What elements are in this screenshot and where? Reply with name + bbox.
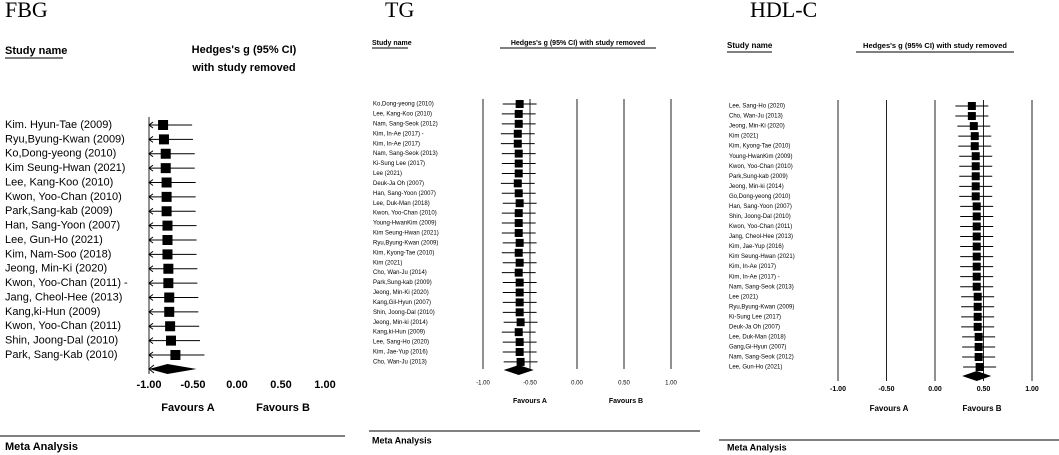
effect-size-marker xyxy=(515,110,523,118)
study-row xyxy=(729,283,993,291)
study-label: Ki-Sung Lee (2017) xyxy=(729,314,782,321)
effect-size-marker xyxy=(161,163,171,173)
effect-size-marker xyxy=(515,189,523,197)
study-row xyxy=(729,192,992,200)
favours-a-label: Favours A xyxy=(161,401,215,414)
hdl-c-panel xyxy=(719,0,1059,452)
study-row xyxy=(373,279,537,287)
study-label: Jeong, Min-Ki (2020) xyxy=(373,290,429,297)
study-row xyxy=(5,234,197,246)
effect-size-marker xyxy=(974,323,982,331)
effect-size-marker xyxy=(974,293,982,301)
effect-size-marker xyxy=(968,112,976,120)
study-label: Kim (2021) xyxy=(373,260,403,267)
study-row xyxy=(729,142,991,150)
panel-title: HDL-C xyxy=(750,0,818,23)
study-label: Kwon, Yoo-Chan (2010) xyxy=(729,163,793,170)
study-label: Kim, In-Ae (2017) xyxy=(373,141,421,148)
x-tick-label: 1.00 xyxy=(665,380,677,387)
study-label: Shin, Joong-Dal (2010) xyxy=(5,334,119,347)
study-row xyxy=(729,172,992,180)
study-label: Kim, Kyong-Tae (2010) xyxy=(373,250,435,257)
favours-b-label: Favours B xyxy=(962,404,1002,414)
effect-size-marker xyxy=(515,249,523,257)
effect-size-marker xyxy=(515,150,523,158)
meta-analysis-label: Meta Analysis xyxy=(5,440,78,453)
study-label: Nam, Sang-Seok (2013) xyxy=(729,284,794,291)
study-label: Kang,ki-Hun (2009) xyxy=(373,329,426,336)
study-label: Ki-Sung Lee (2017) xyxy=(373,161,426,168)
panel-title: TG xyxy=(385,0,415,23)
study-label: Han, Sang-Yoon (2007) xyxy=(373,190,436,197)
study-label: Nam, Sang-Seok (2013) xyxy=(373,151,438,158)
effect-size-marker xyxy=(514,140,522,148)
study-name-header: Study name xyxy=(372,39,412,47)
effect-size-marker xyxy=(975,343,983,351)
study-row xyxy=(5,205,196,217)
study-row xyxy=(373,298,537,306)
effect-size-marker xyxy=(973,212,981,220)
effect-size-marker xyxy=(515,160,523,168)
study-label: Kim, Jae-Yup (2016) xyxy=(373,349,428,356)
study-label: Kim, Jae-Yup (2016) xyxy=(729,244,784,251)
study-row xyxy=(373,120,536,128)
effect-size-marker xyxy=(968,102,976,110)
effect-size-marker xyxy=(970,122,978,130)
fbg-panel xyxy=(0,0,345,453)
study-row xyxy=(729,182,992,190)
study-row xyxy=(5,335,200,347)
effect-size-marker xyxy=(515,209,523,217)
study-row xyxy=(5,320,199,332)
study-label: Kim, In-Ae (2017) xyxy=(729,264,777,271)
effect-size-marker xyxy=(973,263,981,271)
study-label: Shin, Joong-Dal (2010) xyxy=(729,214,791,221)
effect-size-marker xyxy=(972,182,980,190)
study-label: Kwon, Yoo-Chan (2011) xyxy=(729,224,793,231)
effect-size-marker xyxy=(162,206,172,216)
study-row xyxy=(373,288,537,296)
effect-size-marker xyxy=(165,321,175,331)
effect-size-marker xyxy=(515,229,523,237)
x-tick-label: 0.50 xyxy=(270,378,292,391)
x-tick-label: 1.00 xyxy=(1025,385,1039,393)
study-label: Ryu,Byung-Kwan (2009) xyxy=(729,304,795,311)
effect-size-marker xyxy=(162,192,172,202)
study-label: Lee (2021) xyxy=(729,294,759,301)
study-label: Lee, Duk-Man (2018) xyxy=(373,200,430,207)
study-row xyxy=(373,160,536,168)
study-label: Kwon, Yoo-Chan (2010) xyxy=(373,210,437,217)
study-row xyxy=(373,140,535,148)
study-label: Cho, Wan-Ju (2013) xyxy=(729,113,783,120)
study-row xyxy=(729,313,994,321)
study-row xyxy=(5,277,197,289)
tg-panel xyxy=(369,0,700,445)
study-label: Jeong, Min-Ki (2020) xyxy=(729,123,785,130)
study-label: Cho, Wan-Ju (2014) xyxy=(373,270,427,277)
study-row xyxy=(373,239,537,247)
effect-size-marker xyxy=(164,307,174,317)
study-label: Park,Sung-kab (2009) xyxy=(729,173,788,180)
effect-size-marker xyxy=(973,202,981,210)
effect-size-marker xyxy=(163,278,173,288)
study-label: Jeong, Min-Ki (2020) xyxy=(5,262,108,275)
study-row xyxy=(729,102,988,110)
study-row xyxy=(373,358,538,366)
study-row xyxy=(729,132,991,140)
effect-size-marker xyxy=(517,358,525,366)
x-tick-label: -1.00 xyxy=(476,380,490,387)
effect-size-marker xyxy=(974,313,982,321)
x-tick-label: -0.50 xyxy=(878,385,895,393)
study-label: Park,Sang-kab (2009) xyxy=(5,205,113,218)
study-label: Han, Sang-Yoon (2007) xyxy=(5,219,121,232)
study-label: Kim (2021) xyxy=(729,133,759,140)
effect-size-marker xyxy=(162,178,172,188)
effect-size-header: Hedges's g (95% CI) xyxy=(191,43,297,56)
x-tick-label: 0.00 xyxy=(571,380,583,387)
study-label: Lee, Gun-Ho (2021) xyxy=(729,364,783,371)
study-row xyxy=(729,363,996,371)
effect-size-marker xyxy=(517,318,525,326)
study-label: Ko,Dong-yeong (2010) xyxy=(373,101,434,108)
study-label: Nam, Sang-Seok (2012) xyxy=(373,121,438,128)
effect-size-marker xyxy=(162,249,172,259)
effect-size-marker xyxy=(516,259,524,267)
study-label: Gang,Gi-Hyun (2007) xyxy=(729,344,787,351)
study-label: Shin, Joong-Dal (2010) xyxy=(373,309,435,316)
study-row xyxy=(5,291,198,303)
study-label: Young-HwanKim (2009) xyxy=(729,153,793,160)
study-row xyxy=(373,259,537,267)
study-label: Lee, Kang-Koo (2010) xyxy=(373,111,433,118)
effect-size-marker xyxy=(975,333,983,341)
study-row xyxy=(373,199,537,207)
study-label: Go,Dong-yeong (2010) xyxy=(729,193,791,200)
study-row xyxy=(373,169,536,177)
study-row xyxy=(373,318,538,326)
effect-size-marker xyxy=(163,264,173,274)
effect-size-marker xyxy=(976,363,984,371)
study-row xyxy=(729,253,993,261)
effect-size-marker xyxy=(973,253,981,261)
study-label: Kwon, Yoo-Chan (2011) xyxy=(5,320,121,333)
effect-size-marker xyxy=(973,243,981,251)
study-label: Deuk-Ja Oh (2007) xyxy=(729,324,781,331)
study-row xyxy=(729,273,993,281)
effect-size-marker xyxy=(516,348,524,356)
effect-size-marker xyxy=(516,100,524,108)
panel-title: FBG xyxy=(5,0,48,23)
effect-size-marker xyxy=(515,219,523,227)
study-row xyxy=(5,191,196,203)
study-label: Lee, Kang-Koo (2010) xyxy=(5,176,114,189)
effect-size-marker xyxy=(516,239,524,247)
study-label: Jang, Cheol-Hee (2013) xyxy=(729,234,794,241)
study-label: Kwon, Yoo-Chan (2010) xyxy=(5,190,122,203)
study-row xyxy=(5,176,196,188)
effect-size-marker xyxy=(973,273,981,281)
favours-b-label: Favours B xyxy=(608,397,644,405)
effect-size-marker xyxy=(162,235,172,245)
favours-a-label: Favours A xyxy=(513,397,547,405)
study-row xyxy=(373,100,537,108)
study-label: Lee, Duk-Man (2018) xyxy=(729,334,786,341)
effect-size-marker xyxy=(516,288,524,296)
effect-size-marker xyxy=(972,152,980,160)
effect-size-marker xyxy=(515,120,523,128)
study-row xyxy=(373,249,536,257)
study-row xyxy=(373,229,536,237)
study-label: Lee, Sang-Ho (2020) xyxy=(729,103,786,110)
study-row xyxy=(729,323,994,331)
study-row xyxy=(729,202,993,210)
study-row xyxy=(5,263,197,275)
effect-size-header: Hedges's g (95% CI) with study removed xyxy=(863,40,1007,50)
study-label: Kim, In-Ae (2017) - xyxy=(729,274,780,281)
x-tick-label: 0.50 xyxy=(976,385,991,393)
study-label: Kim Seung-Hwan (2021) xyxy=(5,162,126,175)
study-row xyxy=(373,179,535,187)
x-tick-label: 0.50 xyxy=(618,380,630,387)
effect-size-marker xyxy=(516,308,524,316)
effect-size-marker xyxy=(515,328,523,336)
study-row xyxy=(729,343,995,351)
effect-size-marker xyxy=(973,283,981,291)
effect-size-marker xyxy=(975,353,983,361)
study-row xyxy=(373,269,536,277)
study-label: Park, Sang-Kab (2010) xyxy=(5,348,118,361)
study-row xyxy=(729,122,990,130)
study-row xyxy=(729,162,992,170)
study-label: Kim Seung-Hwan (2021) xyxy=(373,230,439,237)
effect-size-marker xyxy=(971,132,979,140)
study-label: Jeong, Min-ki (2014) xyxy=(373,319,428,326)
effect-size-marker xyxy=(516,298,524,306)
study-label: Park,Sung-kab (2009) xyxy=(373,280,432,287)
study-row xyxy=(729,303,994,311)
study-label: Kim, Kyong-Tae (2010) xyxy=(729,143,791,150)
study-row xyxy=(373,110,536,118)
summary-diamond xyxy=(504,365,534,375)
study-label: Cho, Wan-Ju (2013) xyxy=(373,359,427,366)
study-row xyxy=(373,150,536,158)
study-label: Kim Seung-Hwan (2021) xyxy=(729,254,795,261)
effect-size-marker xyxy=(515,169,523,177)
x-tick-label: -1.00 xyxy=(830,385,846,393)
study-name-header: Study name xyxy=(727,41,773,51)
study-row xyxy=(5,248,197,260)
effect-size-marker xyxy=(972,192,980,200)
study-row xyxy=(729,263,993,271)
effect-size-header: Hedges's g (95% CI) with study removed xyxy=(510,39,646,47)
study-row xyxy=(373,130,535,138)
effect-size-marker xyxy=(158,120,168,130)
study-row xyxy=(729,353,995,361)
study-label: Lee (2021) xyxy=(373,171,403,178)
study-label: Kang,ki-Hun (2009) xyxy=(5,305,101,318)
study-label: Kim, Nam-Soo (2018) xyxy=(5,248,112,261)
study-label: Young-HwanKim (2009) xyxy=(373,220,437,227)
effect-size-marker xyxy=(973,222,981,230)
x-tick-label: 1.00 xyxy=(314,378,336,391)
study-row xyxy=(373,209,536,217)
study-row xyxy=(729,222,993,230)
effect-size-marker xyxy=(974,303,982,311)
study-row xyxy=(5,220,197,232)
study-name-header: Study name xyxy=(5,44,68,57)
study-row xyxy=(729,243,993,251)
effect-size-marker xyxy=(166,336,176,346)
study-label: Kim, In-Ae (2017) - xyxy=(373,131,424,138)
study-row xyxy=(373,348,537,356)
study-row xyxy=(373,328,536,336)
effect-size-marker xyxy=(972,172,980,180)
summary-diamond xyxy=(149,364,197,374)
effect-size-marker xyxy=(516,279,524,287)
study-row xyxy=(373,308,537,316)
x-tick-label: 0.00 xyxy=(226,378,248,391)
meta-analysis-label: Meta Analysis xyxy=(372,435,432,446)
study-label: Kim. Hyun-Tae (2009) xyxy=(5,118,112,131)
x-tick-label: -1.00 xyxy=(136,378,162,391)
study-label: Lee, Sang-Ho (2020) xyxy=(373,339,430,346)
meta-analysis-label: Meta Analysis xyxy=(727,442,787,453)
favours-a-label: Favours A xyxy=(869,404,909,414)
study-row xyxy=(5,306,198,318)
study-label: Ryu,Byung-Kwan (2009) xyxy=(373,240,439,247)
study-label: Jeong, Min-ki (2014) xyxy=(729,183,784,190)
summary-diamond xyxy=(962,371,991,381)
study-label: Deuk-Ja Oh (2007) xyxy=(373,180,425,187)
effect-size-marker xyxy=(514,179,522,187)
study-row xyxy=(729,293,994,301)
study-label: Kwon, Yoo-Chan (2011) - xyxy=(5,277,128,290)
effect-size-marker xyxy=(164,293,174,303)
x-tick-label: -0.50 xyxy=(180,378,206,391)
study-row xyxy=(5,162,195,174)
effect-size-marker xyxy=(516,338,524,346)
effect-size-marker xyxy=(515,269,523,277)
study-row xyxy=(729,233,993,241)
effect-size-marker xyxy=(971,142,979,150)
study-label: Lee, Gun-Ho (2021) xyxy=(5,233,103,246)
effect-size-marker xyxy=(973,233,981,241)
x-tick-label: 0.00 xyxy=(928,385,942,393)
effect-size-marker xyxy=(161,149,171,159)
study-row xyxy=(373,219,536,227)
study-row xyxy=(5,148,195,160)
favours-b-label: Favours B xyxy=(256,401,310,414)
study-row xyxy=(5,133,193,145)
study-label: Ko,Dong-yeong (2010) xyxy=(5,147,117,160)
study-row xyxy=(373,189,536,197)
study-row xyxy=(729,152,992,160)
effect-size-marker xyxy=(159,134,169,144)
study-row xyxy=(729,333,995,341)
effect-size-header: with study removed xyxy=(192,61,296,74)
study-row xyxy=(729,112,988,120)
study-row xyxy=(5,119,192,131)
study-row xyxy=(5,349,204,361)
study-label: Kang,Gil-Hyun (2007) xyxy=(373,299,432,306)
study-row xyxy=(373,338,537,346)
effect-size-marker xyxy=(514,130,522,138)
effect-size-marker xyxy=(516,199,524,207)
study-row xyxy=(729,212,993,220)
study-label: Nam, Sang-Seok (2012) xyxy=(729,354,794,361)
effect-size-marker xyxy=(972,162,980,170)
x-tick-label: -0.50 xyxy=(523,380,537,387)
study-label: Han, Sang-Yoon (2007) xyxy=(729,203,792,210)
effect-size-marker xyxy=(162,221,172,231)
study-label: Jang, Cheol-Hee (2013) xyxy=(5,291,123,304)
effect-size-marker xyxy=(170,350,180,360)
study-label: Ryu,Byung-Kwan (2009) xyxy=(5,133,125,146)
